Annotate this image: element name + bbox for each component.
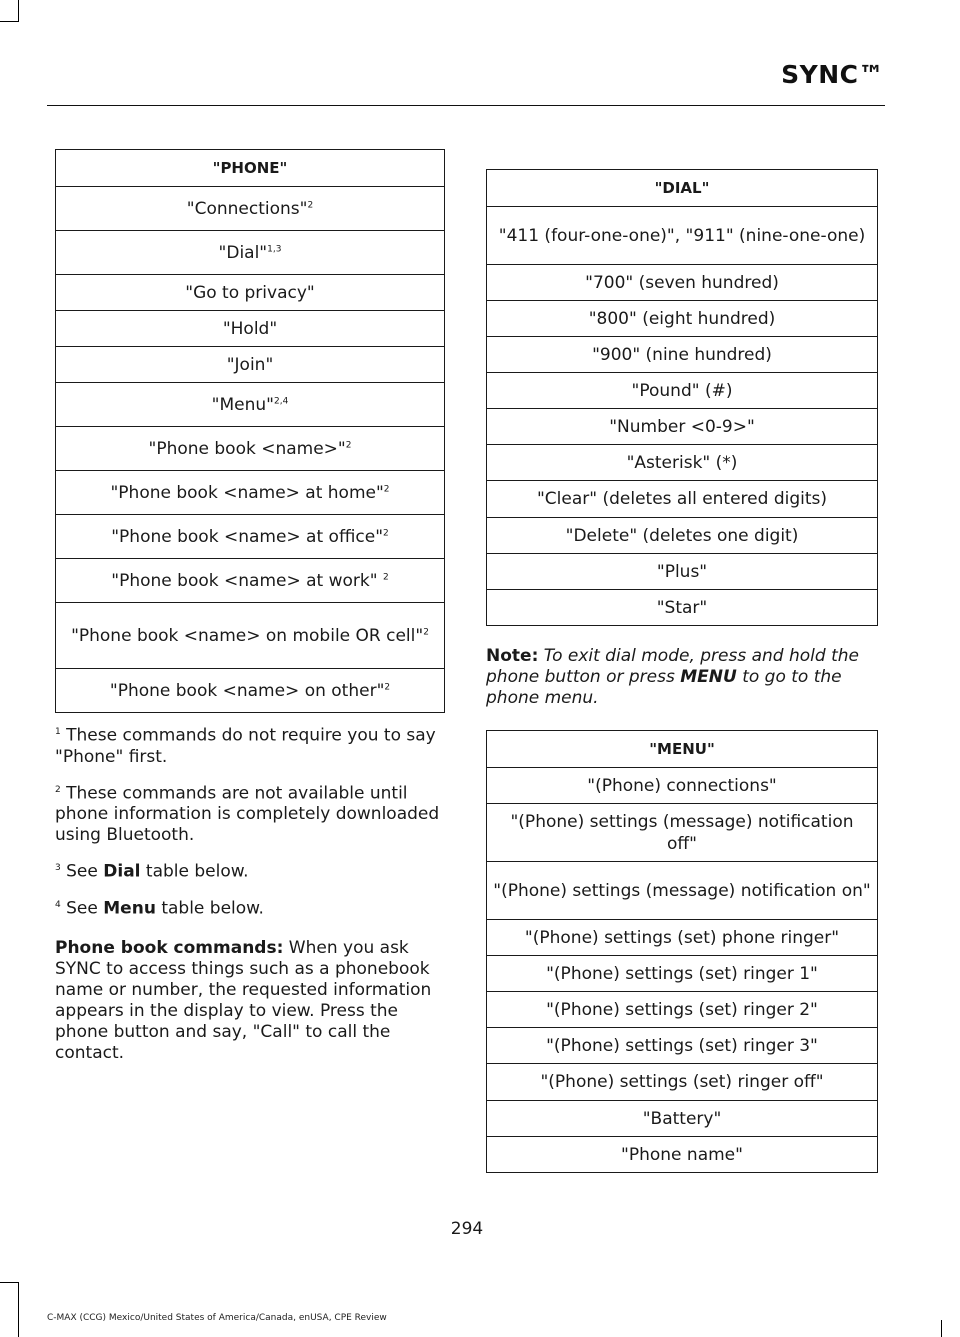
footer-text: C-MAX (CCG) Mexico/United States of America/Canada, enUSA, CPE Review (47, 1313, 387, 1323)
table-cell (487, 265, 878, 301)
command-text: "(Phone) settings (set) ringer off" (540, 1072, 824, 1092)
table-cell (487, 337, 878, 373)
footnote-text: These commands do not require you to say "Phone" first. (55, 725, 436, 767)
table-row (487, 554, 878, 590)
table-row (487, 992, 878, 1028)
footnote (55, 858, 447, 883)
footnote-number: 1 (55, 727, 61, 737)
table-cell (487, 920, 878, 956)
table-row (487, 207, 878, 265)
command-text: "Phone book <name> on mobile OR cell" (71, 625, 424, 646)
phone-commands-table (55, 149, 445, 713)
phonebook-commands-paragraph (55, 938, 447, 1064)
table-cell (487, 1028, 878, 1064)
table-row (56, 347, 445, 383)
footnote-ref: 2 (307, 199, 314, 210)
command-text: "Dial" (218, 242, 268, 263)
table-row (56, 383, 445, 427)
command-text: "Phone name" (621, 1144, 743, 1165)
table-row (56, 187, 445, 231)
command-text: "Number <0-9>" (609, 416, 755, 437)
command-text: "Phone book <name>" (148, 438, 346, 459)
table-cell (56, 187, 445, 231)
table-row (487, 1101, 878, 1137)
crop-mark-bottom-left-h (0, 1282, 19, 1283)
footnote-ref: 2 (423, 626, 429, 637)
note-text-1: To exit dial mode, press and hold the phone button or press (486, 646, 859, 687)
table-cell (487, 445, 878, 481)
footnote-ref: 2 (384, 681, 391, 692)
table-row (487, 445, 878, 481)
footnote-table-ref: Dial (103, 861, 141, 882)
command-text: "(Phone) settings (message) notification on" (493, 880, 871, 901)
command-text: "Phone book <name> on other" (109, 680, 385, 701)
table-cell (56, 471, 445, 515)
table-cell (56, 231, 445, 275)
table-cell (56, 311, 445, 347)
table-cell (487, 481, 878, 518)
table-row (487, 1137, 878, 1173)
footnote-number: 2 (55, 784, 61, 795)
command-text: "Star" (656, 597, 708, 618)
dial-commands-table (486, 169, 878, 626)
command-text: "Menu" (211, 394, 274, 415)
table-cell (487, 590, 878, 626)
table-row (56, 669, 445, 713)
command-text: "900" (nine hundred) (592, 344, 772, 365)
table-cell (56, 515, 445, 559)
table-row (487, 956, 878, 992)
footnote-ref: 2 (345, 439, 352, 450)
table-row (56, 559, 445, 603)
footnote-text: See (60, 898, 104, 919)
table-row (56, 471, 445, 515)
table-row (56, 603, 445, 669)
footnotes-section (55, 722, 447, 1076)
table-cell (487, 992, 878, 1028)
footnote-text: table below. (155, 898, 264, 919)
table-cell (56, 603, 445, 669)
phone-table-header: "PHONE" (56, 150, 445, 187)
menu-table-header: "MENU" (487, 731, 878, 768)
command-text: "Pound" (#) (631, 380, 733, 401)
footnote-text: table below. (140, 861, 249, 882)
table-cell (487, 1101, 878, 1137)
table-row (487, 804, 878, 862)
command-text: "(Phone) settings (set) phone ringer" (524, 927, 840, 948)
table-row (487, 1064, 878, 1101)
page-number: 294 (450, 1219, 484, 1239)
header-divider (47, 105, 885, 106)
crop-mark-top-left-v (18, 0, 19, 22)
footnote-number: 4 (55, 899, 61, 910)
command-text: "Phone book <name> at work" (111, 570, 383, 591)
table-cell (487, 207, 878, 265)
table-row (487, 373, 878, 409)
table-row (56, 427, 445, 471)
command-text: "Asterisk" (*) (626, 452, 738, 473)
table-cell (487, 1064, 878, 1101)
command-text: "Clear" (deletes all entered digits) (536, 489, 828, 509)
command-text: "(Phone) settings (message) notification off" (510, 811, 854, 854)
command-text: "Battery" (642, 1108, 722, 1129)
table-row (487, 518, 878, 554)
table-cell (56, 559, 445, 603)
table-row (487, 301, 878, 337)
table-cell (487, 373, 878, 409)
table-row (487, 337, 878, 373)
table-row (487, 265, 878, 301)
table-cell (56, 383, 445, 427)
footnote-ref: 1,3 (267, 243, 282, 254)
table-row (56, 231, 445, 275)
menu-commands-table (486, 730, 878, 1173)
footnote-table-ref: Menu (103, 898, 156, 919)
command-text: "Plus" (656, 561, 708, 582)
command-text: "800" (eight hundred) (588, 308, 776, 329)
command-text: "Delete" (deletes one digit) (565, 525, 799, 546)
command-text: "(Phone) settings (set) ringer 3" (546, 1035, 818, 1056)
table-cell (487, 804, 878, 862)
table-cell (487, 768, 878, 804)
dial-mode-note (486, 646, 882, 709)
table-cell (487, 956, 878, 992)
footnote-text: See (60, 861, 104, 882)
command-text: "Phone book <name> at home" (110, 482, 384, 503)
footnote-ref: 2 (383, 483, 390, 494)
table-cell (487, 862, 878, 920)
dial-table-header: "DIAL" (487, 170, 878, 207)
table-row (56, 311, 445, 347)
command-text: "700" (seven hundred) (585, 272, 779, 293)
crop-mark-bottom-left-v (18, 1282, 19, 1337)
command-text: "Join" (226, 354, 274, 375)
table-cell (487, 554, 878, 590)
table-row (487, 862, 878, 920)
note-label: Note: (486, 646, 539, 666)
crop-mark-top-left-h (0, 21, 19, 22)
table-cell (487, 1137, 878, 1173)
table-row (487, 590, 878, 626)
footnote-ref: 2,4 (274, 395, 289, 406)
table-cell (56, 275, 445, 311)
footnote-ref: 2 (383, 527, 389, 538)
footnote-number: 3 (55, 863, 61, 874)
crop-mark-bottom-right-v (941, 1320, 942, 1337)
note-text-2: to go to the phone menu. (486, 667, 842, 708)
table-cell (487, 518, 878, 554)
table-cell (487, 301, 878, 337)
table-cell (56, 347, 445, 383)
command-text: "(Phone) settings (set) ringer 2" (546, 999, 818, 1020)
footnote (55, 780, 447, 847)
command-text: "(Phone) settings (set) ringer 1" (546, 963, 818, 984)
table-cell (56, 669, 445, 713)
table-row (487, 481, 878, 518)
table-row (487, 920, 878, 956)
phonebook-commands-text: When you ask SYNC to access things such as a phonebook name or number, the requested information appears in the display to view. Press the phone button and say, "Call" to call the contact. (55, 937, 432, 1063)
footnote-text: These commands are not available until phone information is completely downloaded using Bluetooth. (55, 783, 440, 846)
footnote (55, 895, 447, 920)
command-text: "(Phone) connections" (587, 775, 777, 796)
table-cell (487, 409, 878, 445)
table-row (56, 275, 445, 311)
command-text: "411 (four-one-one)", "911" (nine-one-one) (498, 225, 866, 246)
table-row (56, 515, 445, 559)
note-menu-word: MENU (680, 667, 737, 687)
table-row (487, 768, 878, 804)
table-row (487, 1028, 878, 1064)
footnote-ref: 2 (382, 571, 389, 582)
command-text: "Phone book <name> at office" (111, 526, 384, 547)
command-text: "Go to privacy" (185, 282, 315, 303)
section-title: SYNC™ (781, 60, 884, 89)
footnote (55, 722, 447, 768)
command-text: "Connections" (186, 198, 308, 219)
command-text: "Hold" (222, 318, 278, 339)
table-cell (56, 427, 445, 471)
table-row (487, 409, 878, 445)
phonebook-commands-label: Phone book commands: (55, 937, 284, 958)
